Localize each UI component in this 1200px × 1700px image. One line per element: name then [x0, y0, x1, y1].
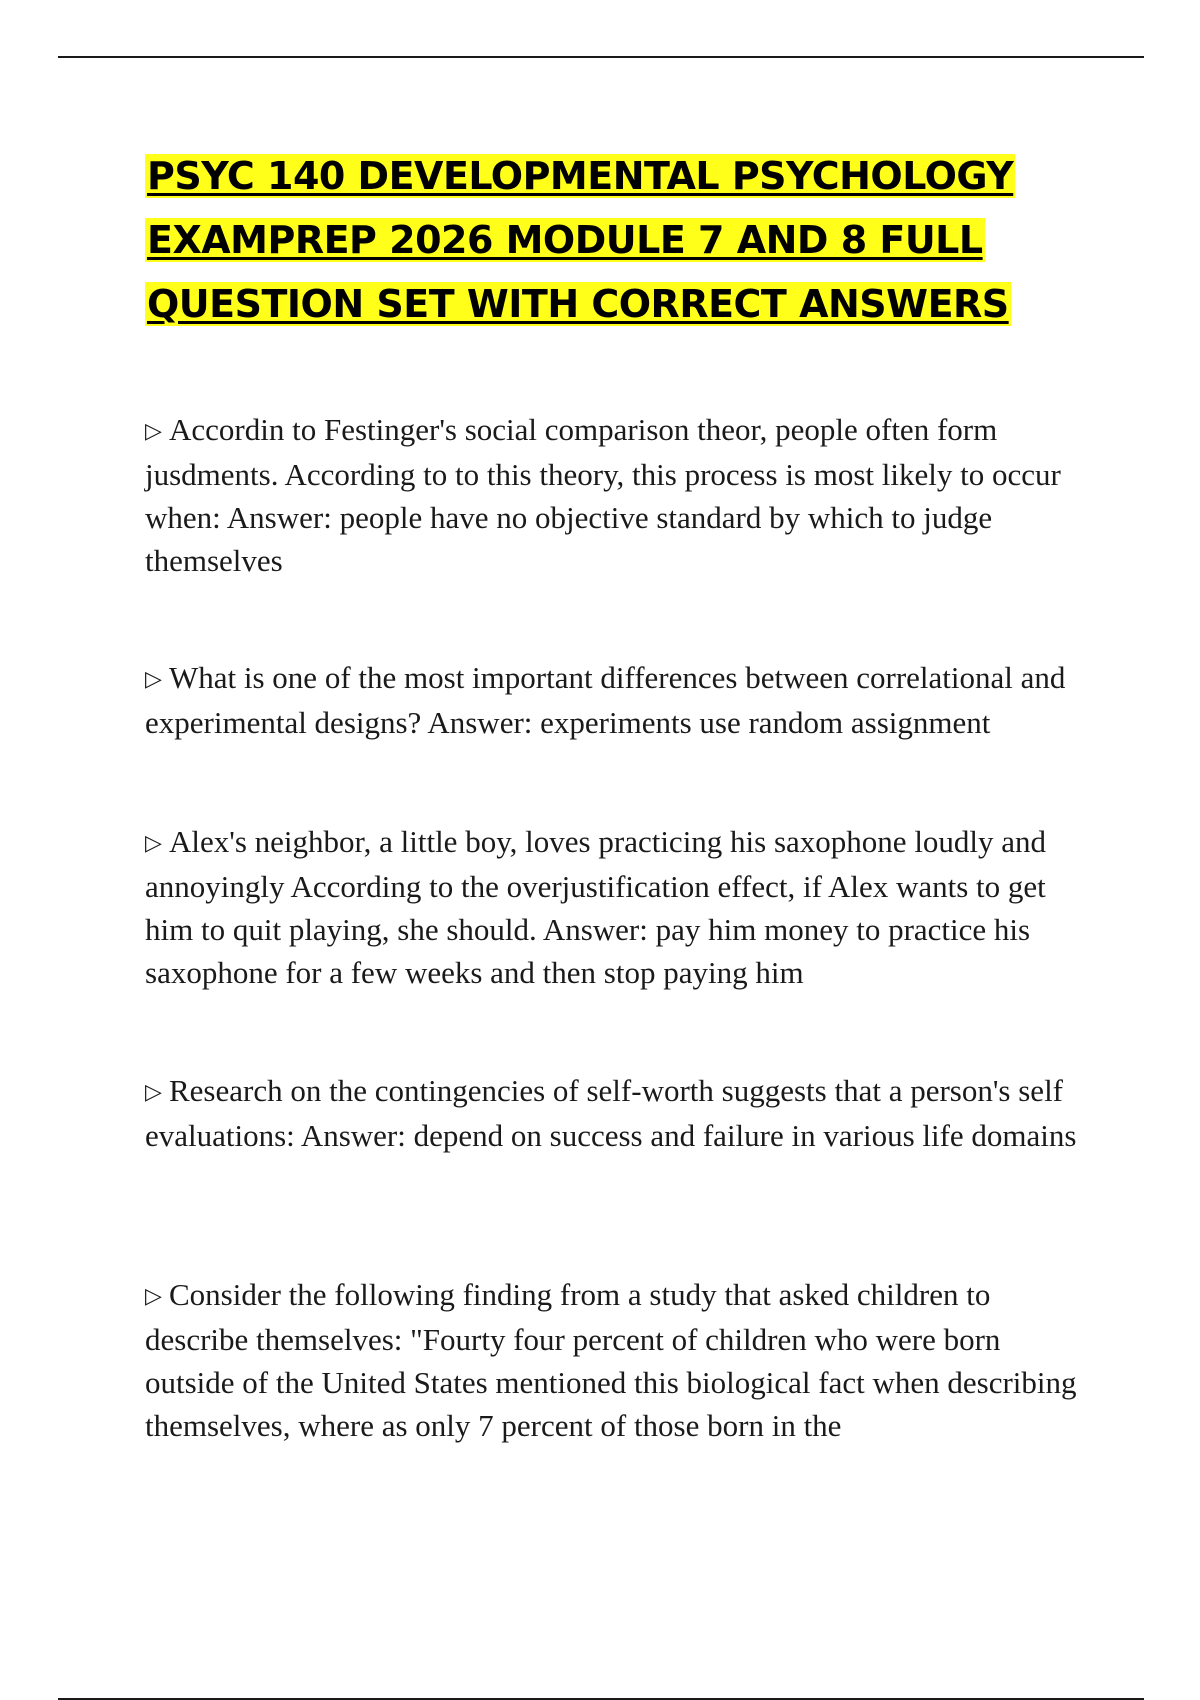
- title-highlight: PSYC 140 DEVELOPMENTAL PSYCHOLOGY EXAMPREP 2026 MODULE 7 AND 8 FULL QUESTION SET WITH CORRECT ANSWERS: [147, 154, 1014, 326]
- triangle-bullet-icon: ▷: [145, 1284, 162, 1309]
- top-rule: [58, 56, 1144, 58]
- qa-item-2: [145, 656, 1095, 744]
- triangle-bullet-icon: ▷: [145, 667, 162, 692]
- document-title: [145, 144, 1090, 336]
- triangle-bullet-icon: ▷: [145, 1080, 162, 1105]
- triangle-bullet-icon: ▷: [145, 831, 162, 856]
- qa-item-text: Alex's neighbor, a little boy, loves practicing his saxophone loudly and annoyingly According to the overjustification effect, if Alex wants to get him to quit playing, she should. Answer: pay him money to practice his saxophone for a few weeks and then stop paying him: [145, 824, 1047, 990]
- qa-item-text: Accordin to Festinger's social comparison theor, people often form jusdments. According to to this theory, this process is most likely to occur when: Answer: people have no objective standard by which to judge themselves: [145, 412, 1061, 578]
- qa-item-1: [145, 408, 1095, 582]
- triangle-bullet-icon: ▷: [145, 419, 162, 444]
- qa-item-5: [145, 1273, 1095, 1447]
- qa-item-text: What is one of the most important differences between correlational and experimental designs? Answer: experiments use random assignment: [145, 660, 1066, 740]
- qa-item-4: [145, 1069, 1095, 1157]
- qa-item-3: [145, 820, 1095, 994]
- qa-item-text: Consider the following finding from a study that asked children to describe themselves: "Fourty four percent of children who were born outside of the United States mentioned this biological fact when describing themselves, where as only 7 percent of those born in the: [145, 1277, 1077, 1443]
- qa-item-text: Research on the contingencies of self-worth suggests that a person's self evaluations: Answer: depend on success and failure in various life domains: [145, 1073, 1077, 1153]
